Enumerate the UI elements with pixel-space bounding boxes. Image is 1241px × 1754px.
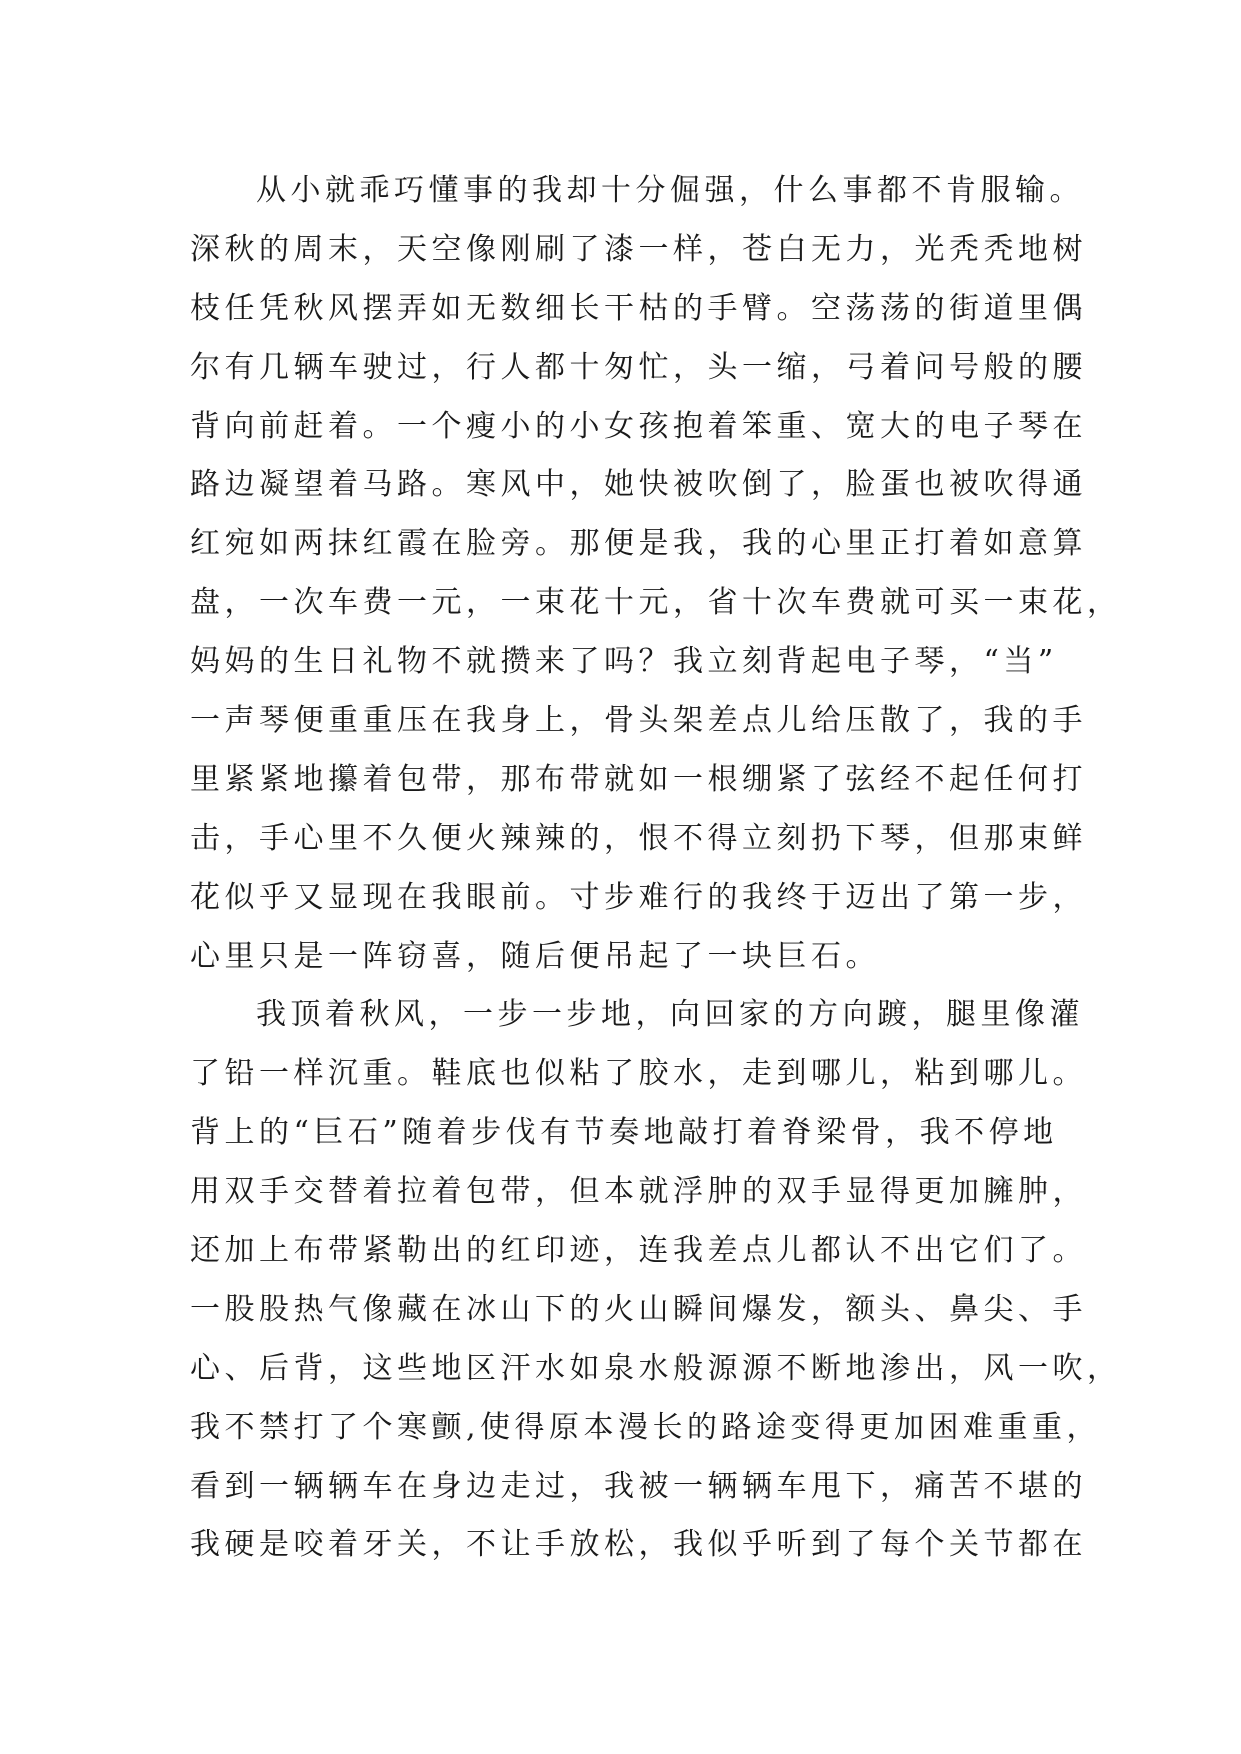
- text-line: 一声琴便重重压在我身上，骨头架差点儿给压散了，我的手: [190, 703, 1087, 739]
- text-line: 还加上布带紧勒出的红印迹，连我差点儿都认不出它们了。: [190, 1233, 1087, 1269]
- text-line: 从小就乖巧懂事的我却十分倔强，什么事都不肯服输。: [256, 173, 1084, 208]
- text-line: 心里只是一阵窃喜，随后便吊起了一块巨石。: [190, 938, 880, 974]
- text-line: 背上的“巨石”随着步伐有节奏地敲打着脊梁骨，我不停地: [190, 1115, 1058, 1151]
- text-line: 路边凝望着马路。寒风中，她快被吹倒了，脸蛋也被吹得通: [190, 467, 1087, 503]
- text-line: 妈妈的生日礼物不就攒来了吗？我立刻背起电子琴，“当”: [190, 644, 1058, 680]
- text-line: 了铅一样沉重。鞋底也似粘了胶水，走到哪儿，粘到哪儿。: [190, 1056, 1087, 1092]
- text-line: 我硬是咬着牙关，不让手放松，我似乎听到了每个关节都在: [190, 1527, 1087, 1563]
- text-line: 盘，一次车费一元，一束花十元，省十次车费就可买一束花，: [190, 585, 1122, 621]
- text-line: 击，手心里不久便火辣辣的，恨不得立刻扔下琴，但那束鲜: [190, 820, 1087, 856]
- text-line: 里紧紧地攥着包带，那布带就如一根绷紧了弦经不起任何打: [190, 761, 1087, 797]
- text-line: 看到一辆辆车在身边走过，我被一辆辆车甩下，痛苦不堪的: [190, 1468, 1087, 1504]
- text-line: 枝任凭秋风摆弄如无数细长干枯的手臂。空荡荡的街道里偶: [190, 290, 1087, 326]
- text-line: 用双手交替着拉着包带，但本就浮肿的双手显得更加臃肿，: [190, 1174, 1087, 1210]
- text-line: 尔有几辆车驶过，行人都十匆忙，头一缩，弓着问号般的腰: [190, 349, 1087, 385]
- text-line: 红宛如两抹红霞在脸旁。那便是我，我的心里正打着如意算: [190, 526, 1087, 562]
- text-line: 我不禁打了个寒颤,使得原本漫长的路途变得更加困难重重，: [190, 1409, 1102, 1445]
- text-line: 一股股热气像藏在冰山下的火山瞬间爆发，额头、鼻尖、手: [190, 1291, 1087, 1327]
- text-line: 花似乎又显现在我眼前。寸步难行的我终于迈出了第一步，: [190, 879, 1087, 915]
- text-line: 背向前赶着。一个瘦小的小女孩抱着笨重、宽大的电子琴在: [190, 408, 1087, 444]
- text-line: 我顶着秋风，一步一步地，向回家的方向踱，腿里像灌: [256, 997, 1084, 1033]
- essay-text: [190, 162, 1122, 1575]
- text-line: 深秋的周末，天空像刚刷了漆一样，苍白无力，光秃秃地树: [190, 231, 1087, 267]
- text-line: 心、后背，这些地区汗水如泉水般源源不断地渗出，风一吹，: [190, 1350, 1122, 1386]
